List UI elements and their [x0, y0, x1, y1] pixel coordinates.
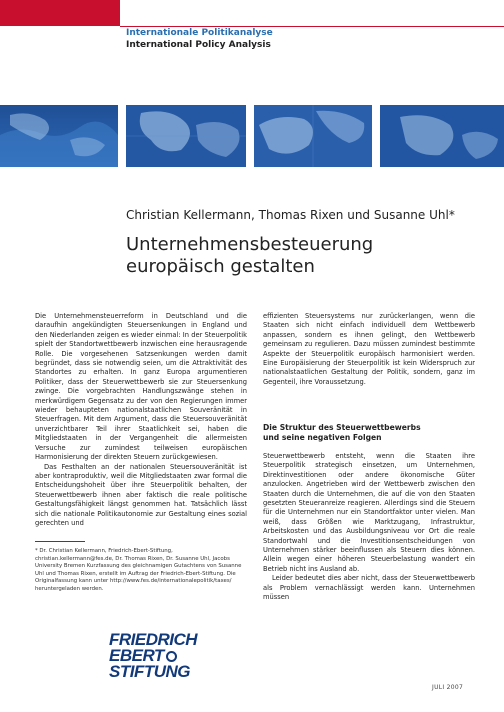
paragraph: Steuerwettbewerb entsteht, wenn die Staaten ihre Steuerpolitik strategisch einsetzen, um Unternehmen, Direktinvestitionen oder andere ökonomische Güter anzulocken. Angetrieben wird der Wettbewerb zwischen den Staaten durch die Unternehmen, die auf die von den Staaten gesetzten Steueranreize reagieren. Allerdings sind die Steuern für die Unternehmen nur ein Standortfaktor unter vielen. Man weiß, dass Größen wie Marktzugang, Infrastruktur, Arbeitskosten und das Ausbildungsniveau vor Ort die reale Standortwahl und die Investitionsentscheidungen von Unternehmen stärker beeinflussen als Steuern dies können. Allein wegen einer höheren Steuerbelastung wandert ein Betrieb nicht ins Ausland ab. [263, 452, 475, 573]
map-band-tile-1 [0, 105, 118, 167]
authors-line: Christian Kellermann, Thomas Rixen und Susanne Uhl* [126, 208, 455, 222]
document-title [126, 234, 373, 278]
logo-line-2-wrap [109, 648, 197, 664]
paragraph: effizienten Steuersystems nur zurückerlangen, wenn die Staaten sich nicht einfach individuell dem Wettbewerb anpassen, sondern es ihnen gelingt, den Wettbewerb gemeinsam zu regulieren. Dazu müssen zumindest bestimmte Aspekte der Steuerpolitik europäisch harmonisiert werden. Eine Europäisierung der Steuerpolitik ist kein Widerspruch zur nationalstaatlichen Gestaltung der Politik, sondern, ganz im Gegenteil, ihre Voraussetzung. [263, 312, 475, 386]
paragraph: Die Unternehmensteuerreform in Deutschland und die daraufhin angekündigten Steuersenkungen in England und den Niederlanden zeigen es wieder einmal: In der Steuerpolitik spielt der Standortwettbewerb inzwischen eine herausragende Rolle. Die vorgesehenen Satzsenkungen werden damit begründet, dass sie notwendig seien, um die Attraktivität des Standortes zu erhalten. In ganz Europa argumentieren Politiker, dass der Steuerwettbewerb sie zur Steuersenkung zwinge. Die vorgebrachten Handlungszwänge stehen in merkwürdigem Gegensatz zu der von den Regierungen immer wieder behaupteten nationalstaatlichen Souveränität in Steuerfragen. Mit dem Argument, dass die Steuersouveränität unverzichtbarer Teil ihrer Staatlichkeit sei, haben die Mitgliedstaaten in der Vergangenheit die allermeisten Versuche zur zumindest teilweisen europäischen Harmonisierung der direkten Steuern zurückgewiesen. [35, 312, 247, 462]
publication-date: JULI 2007 [432, 684, 464, 691]
logo-line-1: FRIEDRICH [109, 630, 198, 649]
text-column-left [35, 312, 247, 528]
series-title-en: International Policy Analysis [126, 40, 271, 50]
header-rule [120, 26, 504, 27]
text-column-right-bottom [263, 452, 475, 603]
footnote-rule [35, 541, 85, 542]
logo-line-2: EBERT [109, 646, 164, 665]
footnote: * Dr. Christian Kellermann, Friedrich-Ebert-Stiftung, christian.kellermann@fes.de, Dr. Thomas Rixen, Dr. Susanne Uhl, Jacobs University Bremen Kurzfassung des gleichnamigen Gutachtens von Susanne Uhl und Thomas Rixen, erstellt im Auftrag der Friedrich-Ebert-Stiftung. Die Originalfassung kann unter http://www.fes.de/internationalepolitik/taxes/ heruntergeladen werden. [35, 548, 242, 592]
fes-logo [109, 632, 197, 680]
section-heading-line-1: Die Struktur des Steuerwettbewerbs [263, 423, 421, 432]
paragraph: Das Festhalten an der nationalen Steuersouveränität ist aber kontraproduktiv, weil die Mitgliedstaaten zwar formal die Entscheidungshoheit über ihre Steuerpolitik behalten, der Steuerwettbewerb ihnen aber faktisch die reale politische Gestaltungsfähigkeit längst genommen hat. Tatsächlich lässt sich die nationale Politikautonomie zur Gestaltung eines sozial gerechten und [35, 462, 247, 527]
logo-line-3: STIFTUNG [109, 662, 190, 681]
text-column-right-top [263, 312, 475, 387]
map-band-tile-2 [126, 105, 246, 167]
map-band-tile-3 [254, 105, 372, 167]
title-line-2: europäisch gestalten [126, 256, 315, 277]
section-heading-line-2: und seine negativen Folgen [263, 433, 382, 442]
logo-circle-icon [166, 651, 177, 662]
brand-red-block [0, 0, 120, 26]
title-line-1: Unternehmensbesteuerung [126, 234, 374, 255]
section-heading [263, 423, 475, 443]
paragraph: Leider bedeutet dies aber nicht, dass der Steuerwettbewerb als Problem vernachlässigt werden kann. Unternehmen müssen [263, 574, 475, 602]
map-band-tile-4 [380, 105, 504, 167]
series-title-de: Internationale Politikanalyse [126, 28, 273, 38]
